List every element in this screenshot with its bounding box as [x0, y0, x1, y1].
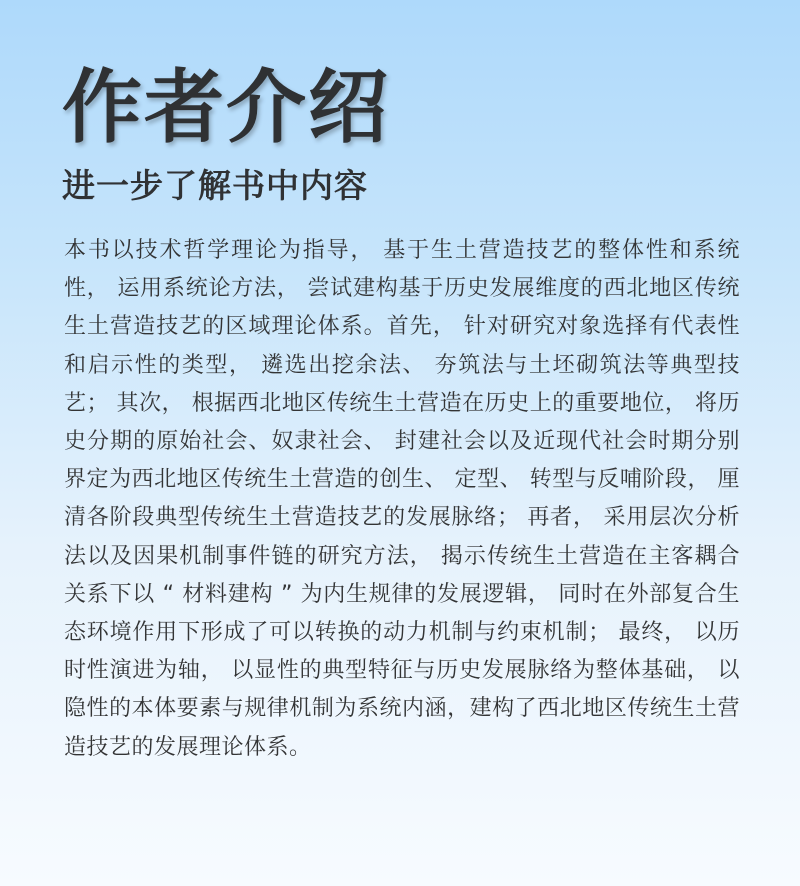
page-subtitle: 进一步了解书中内容: [62, 166, 368, 205]
page-title: 作者介绍: [62, 61, 390, 154]
header: [62, 58, 390, 208]
body-paragraph: 本书以技术哲学理论为指导， 基于生土营造技艺的整体性和系统性， 运用系统论方法， 尝试建构基于历史发展维度的西北地区传统生土营造技艺的区域理论体系。首先， 针对研究对象选择有代表性和启示性的类型， 遴选出挖余法、 夯筑法与土坯砌筑法等典型技艺； 其次， 根据西北地区传统生土营造在历史上的重要地位， 将历史分期的原始社会、奴隶社会、 封建社会以及近现代社会时期分别界定为西北地区传统生土营造的创生、 定型、 转型与反哺阶段， 厘清各阶段典型传统生土营造技艺的发展脉络； 再者， 采用层次分析法以及因果机制事件链的研究方法， 揭示传统生土营造在主客耦合关系下以 “ 材料建构 ” 为内生规律的发展逻辑， 同时在外部复合生态环境作用下形成了可以转换的动力机制与约束机制； 最终， 以历时性演进为轴， 以显性的典型特征与历史发展脉络为整体基础， 以隐性的本体要素与规律机制为系统内涵，建构了西北地区传统生土营造技艺的发展理论体系。: [64, 238, 740, 760]
